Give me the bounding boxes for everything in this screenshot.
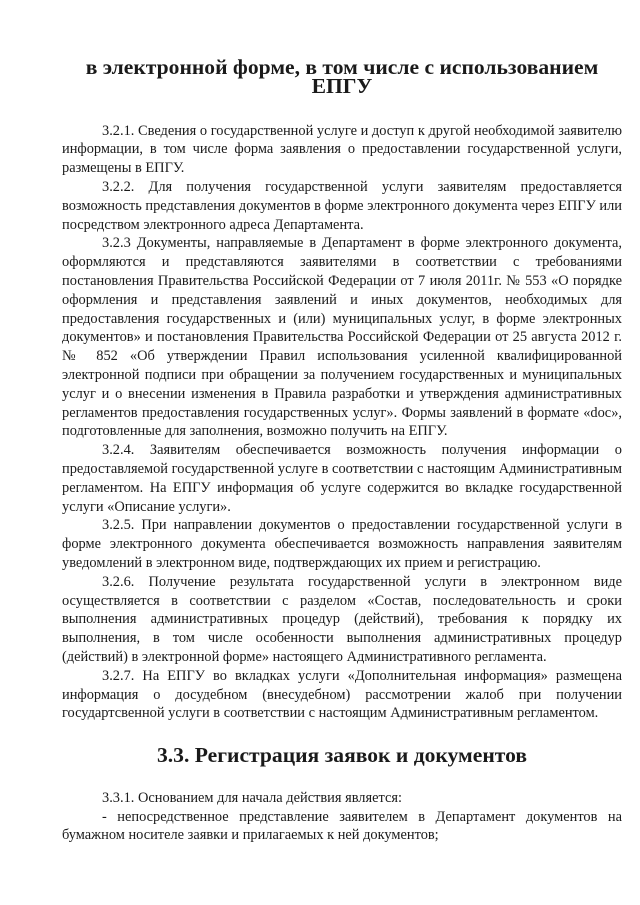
section-heading-registration: 3.3. Регистрация заявок и документов xyxy=(157,743,527,768)
section-3-3-body xyxy=(62,789,622,845)
paragraph-3-3-1: 3.3.1. Основанием для начала действия является: xyxy=(102,789,402,806)
paragraph-3-2-7: 3.2.7. На ЕПГУ во вкладках услуги «Дополнительная информация» размещена информация о досудебном (внесудебном) рассмотрении жалоб при получении государтсвенной услуги в соответствии с настоящим Административным регламентом. xyxy=(62,667,622,722)
paragraph-3-2-1: 3.2.1. Сведения о государственной услуге и доступ к другой необходимой заявителю информации, в том числе форма заявления о предоставлении государственной услуги, размещены в ЕПГУ. xyxy=(62,122,622,177)
paragraph-3-2-3: 3.2.3 Документы, направляемые в Департамент в форме электронного документа, оформляются и представляются заявителями в соответствии с требованиями постановления Правительства Российской Федерации от 7 июля 2011г. № 553 «О порядке оформления и представления заявлений и иных документов, необходимых для предоставления государственных и (или) муниципальных услуг, в форме электронных документов» и постановления Правительства Российской Федерации от 25 августа 2012 г. № 852 «Об утверждении Правил использования усиленной квалифицированной электронной подписи при обращении за получением государственных и муниципальных услуг и о внесении изменения в Правила разработки и утверждения административных регламентов предоставления государственных услуг». Формы заявлений в формате «doc», подготовленные для заполнения, возможно получить на ЕПГУ. xyxy=(62,235,622,440)
section-heading-electronic: в электронной форме, в том числе с использованием ЕПГУ xyxy=(85,55,599,98)
paragraph-3-3-1-item: - непосредственное представление заявителем в Департамент документов на бумажном носителе заявки и прилагаемых к ней документов; xyxy=(62,808,622,844)
paragraph-3-2-4: 3.2.4. Заявителям обеспечивается возможность получения информации о предоставляемой государственной услуге в соответствии с настоящим Административным регламентом. На ЕПГУ информация об услуге содержится во вкладке государственной услуги «Описание услуги». xyxy=(62,442,622,515)
paragraph-3-2-2: 3.2.2. Для получения государственной услуги заявителям предоставляется возможность представления документов в форме электронного документа через ЕПГУ или посредством электронного адреса Департамента. xyxy=(62,178,622,233)
paragraph-3-2-6: 3.2.6. Получение результата государственной услуги в электронном виде осуществляется в соответствии с разделом «Состав, последовательность и сроки выполнения административных процедур (действий), требования к порядку их выполнения, в том числе особенности выполнения административных процедур (действий) в электронной форме» настоящего Административного регламента. xyxy=(62,573,622,665)
paragraph-3-2-5: 3.2.5. При направлении документов о предоставлении государственной услуги в форме электронного документа обеспечивается возможность направления заявителям уведомлений в электронном виде, подтверждающих их прием и регистрацию. xyxy=(62,517,622,571)
section-3-2-body xyxy=(62,122,622,724)
